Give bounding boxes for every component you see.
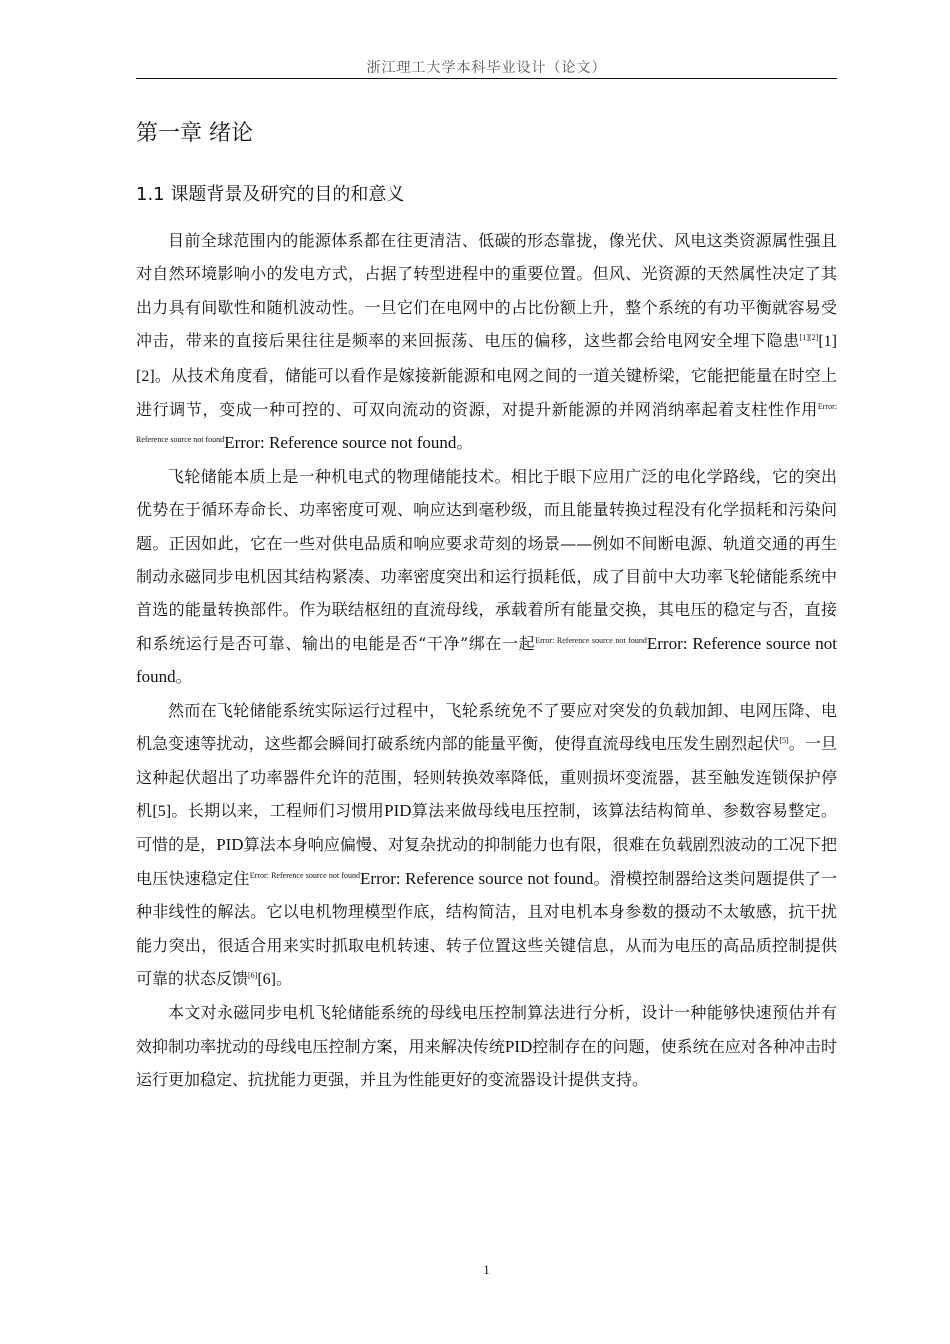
- text: 然而在飞轮储能系统实际运行过程中，飞轮系统免不了要应对突发的负载加卸、电网压降、电机急变速等扰动，这些都会瞬间打破系统内部的能量平衡，使得直流母线电压发生剧烈起伏: [136, 700, 837, 754]
- paragraph-3: [136, 694, 837, 997]
- text: 控制存在的问题，使系统在应对各种冲击时运行更加稳定、抗扰能力更强，并且为性能更好的变流器设计提供支持。: [136, 1036, 837, 1090]
- text: 。: [456, 433, 473, 453]
- text: 。长期以来，工程师们习惯用: [171, 800, 385, 820]
- text: 。从技术角度看，储能可以看作是嫁接新能源和电网之间的一道关键桥梁，它能把能量在时空上进行调节，变成一种可控的、可双向流动的资源，对提升新能源的并网消纳率起着支柱性作用: [136, 365, 837, 420]
- citation-superscript: Error: Reference source not found: [535, 635, 647, 645]
- header-rule: [136, 78, 837, 79]
- citation-reference: [1][2]: [136, 333, 837, 385]
- chapter-title: 第一章 绪论: [136, 121, 253, 146]
- body-text: [136, 224, 837, 1097]
- text: 。滑模控制器给这类问题提供了一种非线性的解法。它以电机物理模型作底，结构简洁，且对电机本身参数的摄动不太敏感，抗干扰能力突出，很适合用来实时抓取电机转速、转子位置这些关键信息，从而为电压的高品质控制提供可靠的状态反馈: [136, 868, 837, 988]
- text: 算法本身响应偏慢、对复杂扰动的抑制能力也有限，很难在负载剧烈波动的工况下把电压快速稳定住: [136, 835, 837, 888]
- citation-superscript: Error: Reference source not found: [136, 402, 837, 445]
- paragraph-2: [136, 460, 837, 694]
- citation-reference: [5]: [152, 802, 172, 820]
- paragraph-4: [136, 996, 837, 1096]
- citation-superscript: Error: Reference source not found: [249, 870, 361, 880]
- citation-reference: [6]: [257, 970, 276, 988]
- text: 算法来做母线电压控制，该算法结构简单、参数容易整定。可惜的是，: [136, 800, 837, 855]
- pid-term: PID: [216, 835, 244, 855]
- paragraph-1: [136, 224, 837, 460]
- text: 。: [276, 968, 293, 988]
- text: 飞轮储能本质上是一种机电式的物理储能技术。相比于眼下应用广泛的电化学路线，它的突出优势在于循环寿命长、功率密度可观、响应达到毫秒级，而且能量转换过程没有化学损耗和污染问题。正因如此，它在一些对供电品质和响应要求苛刻的场景——例如不间断电源、轨道交通的再生制动永磁同步电机因其结构紧凑、功率密度突出和运行损耗低，成了目前中大功率飞轮储能系统中首选的能量转换部件。作为联结枢纽的直流母线，承载着所有能量交换，其电压的稳定与否，直接和系统运行是否可靠、输出的电能是否“干净”绑在一起: [136, 466, 837, 653]
- running-header: 浙江理工大学本科毕业设计（论文）: [366, 60, 607, 76]
- citation-superscript: [6]: [248, 970, 258, 980]
- section-title: 1.1 课题背景及研究的目的和意义: [136, 184, 405, 205]
- text: 本文对永磁同步电机飞轮储能系统的母线电压控制算法进行分析，设计一种能够快速预估并有效抑制功率扰动的母线电压控制方案，用来解决传统: [136, 1003, 837, 1056]
- citation-reference: Error: Reference source not found: [224, 433, 457, 453]
- pid-term: PID: [504, 1036, 533, 1056]
- citation-superscript: [1][2]: [799, 333, 819, 343]
- text: 目前全球范围内的能源体系都在往更清洁、低碳的形态靠拢，像光伏、风电这类资源属性强且对自然环境影响小的发电方式，占据了转型进程中的重要位置。但风、光资源的天然属性决定了其出力具有间歇性和随机波动性。一旦它们在电网中的占比份额上升，整个系统的有功平衡就容易受冲击，带来的直接后果往往是频率的来回振荡、电压的偏移，这些都会给电网安全埋下隐患: [136, 231, 837, 351]
- citation-reference: Error: Reference source not found: [360, 868, 594, 888]
- page-number: 1: [483, 1262, 490, 1277]
- citation-superscript: [5]: [779, 736, 789, 746]
- citation-reference: Error: Reference source not found: [136, 633, 837, 687]
- text: 。: [175, 667, 192, 687]
- pid-term: PID: [384, 800, 412, 820]
- text: 。一旦这种起伏超出了功率器件允许的范围，轻则转换效率降低，重则损坏变流器，甚至触发连锁保护停机: [136, 734, 837, 820]
